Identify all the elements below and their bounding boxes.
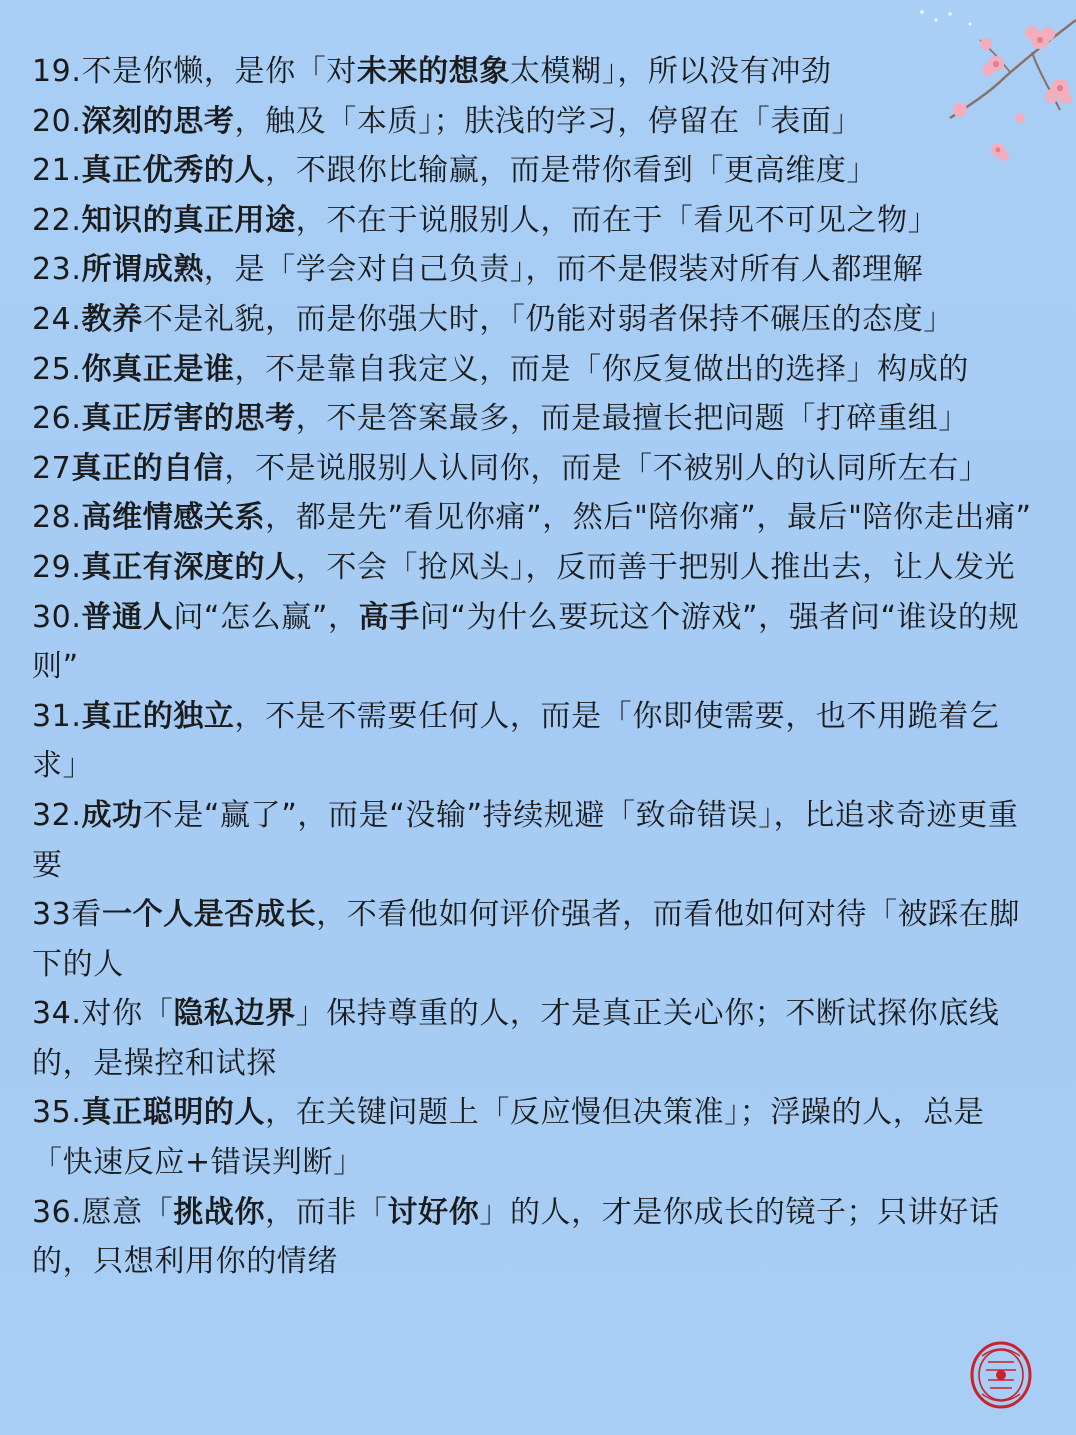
quote-text: 35.: [32, 1095, 82, 1131]
quote-keyword: 教养: [81, 301, 143, 337]
quote-text: 24.: [32, 301, 82, 337]
quote-keyword: 讨好你: [387, 1194, 480, 1230]
quote-text: 19.不是你懒，是你「对: [32, 54, 357, 89]
quote-text: 问“怎么赢”，: [173, 599, 359, 635]
quote-keyword: 高维情感关系: [81, 500, 266, 536]
quote-text: 29.: [32, 549, 82, 585]
red-circular-seal-icon: [968, 1340, 1034, 1410]
quote-text: ，在关键问题上「反应慢但决策准」；浮躁的人，总是「快速反应+错误判断」: [32, 1095, 985, 1181]
quote-keyword: 真正厉害的思考: [81, 401, 296, 437]
quote-list: [32, 47, 1042, 1287]
quote-keyword: 挑战你: [173, 1194, 266, 1230]
quote-text: 30.: [32, 599, 82, 635]
quote-text: 25.: [32, 351, 82, 387]
quote-item: [32, 444, 1042, 494]
quote-item: [32, 493, 1042, 543]
quote-keyword: 所谓成熟: [81, 252, 204, 288]
quote-text: ，不看他如何评价强者，而看他如何对待「被踩在脚下的人: [32, 897, 1020, 982]
quote-text: ，是「学会对自己负责」，而不是假装对所有人都理解: [203, 252, 924, 288]
quote-keyword: 你真正是谁: [81, 351, 235, 387]
quote-keyword: 高手: [358, 599, 420, 635]
quote-text: ，不是答案最多，而是最擅长把问题「打碎重组」: [295, 401, 969, 437]
quote-text: 太模糊」，所以没有冲劲: [509, 54, 832, 89]
quote-keyword: 知识的真正用途: [81, 202, 296, 238]
quote-item: [32, 295, 1042, 345]
quote-item: [32, 394, 1042, 444]
quote-text: 」的人，才是你成长的镜子；只讲好话的，只想利用你的情绪: [32, 1194, 1000, 1280]
quote-text: 34.对你「: [32, 996, 174, 1032]
quote-item: [32, 543, 1042, 593]
quote-item: [32, 692, 1042, 791]
quote-keyword: 成功: [81, 797, 143, 833]
quote-text: 不是“赢了”，而是“没输”持续规避「致命错误」，比追求奇迹更重要: [32, 797, 1019, 883]
quote-item: [32, 593, 1042, 692]
quote-keyword: 真正聪明的人: [81, 1095, 266, 1131]
quote-text: 31.: [32, 698, 82, 734]
quote-text: 36.愿意「: [32, 1194, 174, 1230]
quote-text: 28.: [32, 500, 82, 536]
quote-item: [32, 146, 1042, 196]
quote-item: [32, 890, 1042, 989]
quote-text: 23.: [32, 252, 82, 288]
quote-text: 不是礼貌，而是你强大时，「仍能对弱者保持不碾压的态度」: [142, 301, 954, 337]
quote-keyword: 深刻的思考: [81, 103, 235, 139]
quote-text: ，不跟你比输赢，而是带你看到「更高维度」: [265, 153, 878, 189]
quote-text: 22.: [32, 202, 82, 238]
quote-text: ，都是先”看见你痛”，然后"陪你痛”，最后"陪你走出痛”: [265, 500, 1032, 536]
quote-text: 32.: [32, 797, 82, 833]
quote-item: [32, 345, 1042, 395]
quote-item: [32, 245, 1042, 295]
quote-keyword: 未来的想象: [356, 54, 510, 89]
quote-text: ，不是不需要任何人，而是「你即使需要，也不用跪着乞求」: [32, 698, 1000, 784]
quote-text: 」保持尊重的人，才是真正关心你；不断试探你底线的，是操控和试探: [32, 996, 1000, 1081]
quote-text: ，不是靠自我定义，而是「你反复做出的选择」构成的: [234, 351, 969, 387]
quote-item: [32, 1188, 1042, 1287]
quote-text: ，不在于说服别人，而在于「看见不可见之物」: [295, 202, 939, 238]
quote-item: [32, 791, 1042, 890]
quote-keyword: 真正有深度的人: [81, 549, 296, 585]
quote-text: 问“为什么要玩这个游戏”，强者问“谁设的规则”: [32, 599, 1020, 685]
quote-keyword: 普通人: [81, 599, 174, 635]
quote-text: 27: [32, 450, 72, 486]
quote-item: [32, 47, 1042, 97]
quote-item: [32, 1088, 1042, 1187]
quote-text: ，触及「本质」；肤浅的学习，停留在「表面」: [234, 103, 863, 139]
quote-text: 21.: [32, 153, 82, 189]
quote-keyword: 一个人是否成长: [101, 897, 317, 933]
quote-keyword: 真正的自信: [71, 450, 225, 486]
quote-keyword: 隐私边界: [173, 996, 296, 1032]
quote-text: ，不是说服别人认同你，而是「不被别人的认同所左右」: [224, 450, 990, 486]
quote-text: 26.: [32, 401, 82, 437]
quote-text: 33看: [32, 897, 102, 933]
quote-item: [32, 989, 1042, 1088]
quote-item: [32, 97, 1042, 147]
quote-text: 20.: [32, 103, 82, 139]
quote-text: ，而非「: [265, 1194, 388, 1230]
quote-keyword: 真正优秀的人: [81, 153, 266, 189]
quote-item: [32, 196, 1042, 246]
quote-keyword: 真正的独立: [81, 698, 235, 734]
quote-text: ，不会「抢风头」，反而善于把别人推出去，让人发光: [295, 549, 1016, 585]
